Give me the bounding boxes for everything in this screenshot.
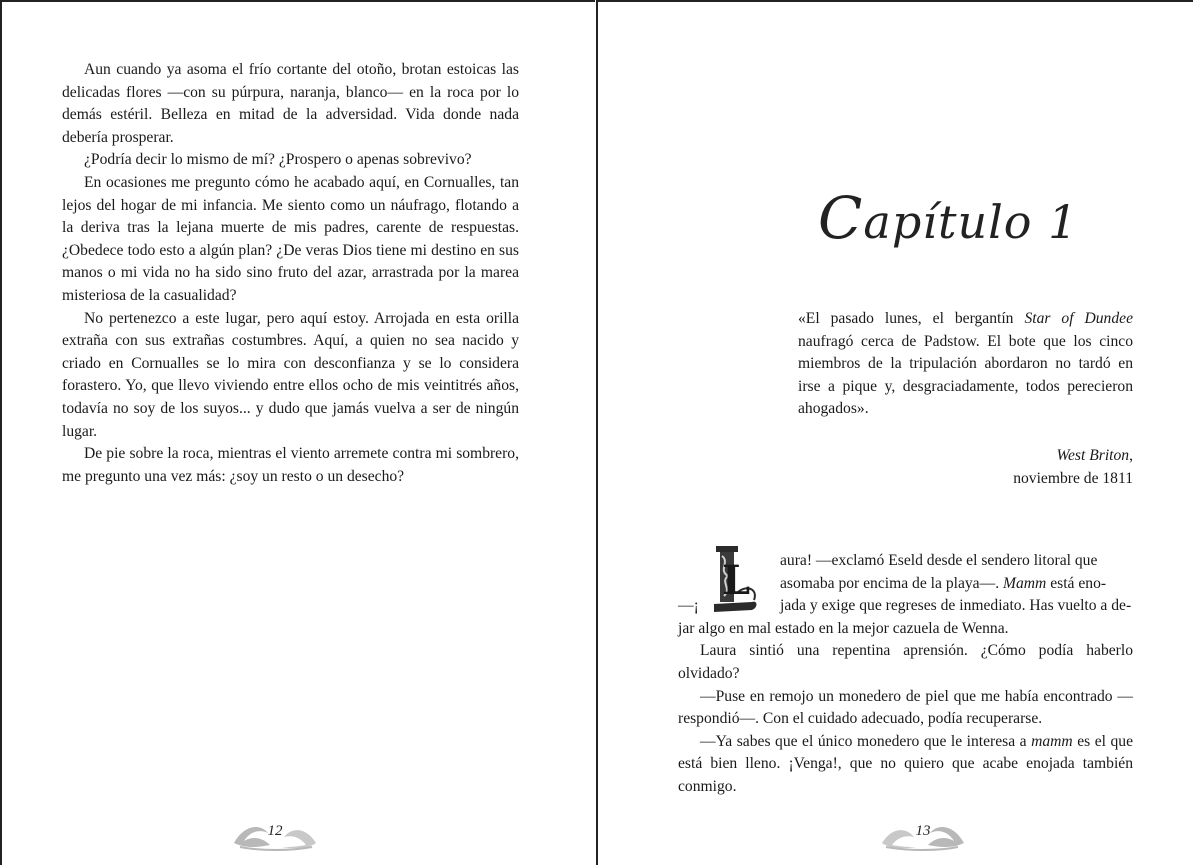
- paragraph: Aun cuando ya asoma el frío cortante del otoño, brotan estoicas las delicadas flores —con su púrpura, naranja, blanco— en la roca por lo demás estéril. Belleza en mitad de la adversidad. Vida donde nada debería prosperar.: [62, 61, 519, 146]
- paragraph: Laura sintió una repentina aprensión. ¿Cómo podía haberlo olvidado?: [678, 642, 1133, 682]
- page-number: 13: [915, 823, 931, 839]
- paragraph: ¿Podría decir lo mismo de mí? ¿Prospero o apenas sobrevivo?: [84, 151, 472, 169]
- chapter-line: —¡ jada y exige que regreses de inmediato. Has vuelto a de-: [678, 595, 1133, 618]
- epigraph-ship-name: Star of Dundee: [1024, 310, 1133, 327]
- epigraph-quote: [798, 308, 1133, 421]
- chapter-line: aura! —exclamó Eseld desde el sendero litoral que: [780, 552, 1098, 569]
- paragraph: —Ya sabes que el único monedero que le interesa a mamm es el que está bien lleno. ¡Venga!, que no quiero que acabe enojada también conmigo.: [678, 732, 1133, 795]
- chapter-body: [678, 550, 1133, 799]
- paragraph: —Puse en remojo un monedero de piel que me había encontrado —respondió—. Con el cuidado adecuado, podía recuperarse.: [678, 687, 1133, 728]
- epigraph-source: [798, 445, 1133, 490]
- epigraph-text: «El pasado lunes, el bergantín: [798, 310, 1025, 327]
- epigraph-source-date: noviembre de 1811: [1013, 469, 1133, 487]
- chapter-line: jar algo en mal estado en la mejor cazuela de Wenna.: [678, 619, 1009, 637]
- page-number-ornament-right: [878, 817, 968, 853]
- right-page: [596, 0, 1193, 865]
- page-number-ornament-left: [230, 817, 320, 853]
- svg-text:L: L: [722, 557, 751, 604]
- paragraph: De pie sobre la roca, mientras el viento arremete contra mi sombrero, me pregunto una vez más: ¿soy un resto o un desecho?: [62, 445, 519, 485]
- paragraph: No pertenezco a este lugar, pero aquí estoy. Arrojada en esta orilla extraña con sus extrañas costumbres. Aquí, a quien no sea nacido y criado en Cornualles se lo mira con desconfianza y se lo considera forastero. Yo, que llevo viviendo entre ellos ocho de mis veintitrés años, todavía no soy de los suyos... y dudo que jamás vuelva a ser de ningún lugar.: [62, 309, 519, 440]
- dialogue-opening: —¡: [678, 597, 699, 615]
- epigraph-source-title: West Briton: [1056, 446, 1130, 464]
- epigraph-source-sep: ,: [1129, 446, 1133, 464]
- chapter-line: asomaba por encima de la playa—. Mamm está eno-: [780, 574, 1107, 592]
- epigraph-text-end: naufragó cerca de Padstow. El bote que los cinco miembros de la tripulación abordaron no tardó en irse a pique y, desgraciadamente, todos perecieron ahogados».: [798, 332, 1133, 418]
- paragraph: En ocasiones me pregunto cómo he acabado aquí, en Cornualles, tan lejos del hogar de mi infancia. Me siento como un náufrago, flotando a la deriva tras la lejana muerte de mis padres, carente de respuestas. ¿Obedece todo esto a algún plan? ¿De veras Dios tiene mi destino en sus manos o mi vida no ha sido sino fruto del azar, arrastrada por la marea misteriosa de la casualidad?: [62, 173, 519, 304]
- chapter-title-initial: C: [818, 184, 864, 252]
- chapter-title-text: apítulo 1: [863, 195, 1079, 249]
- left-page-body: [62, 59, 519, 488]
- epigraph: [798, 308, 1133, 490]
- chapter-title: [818, 184, 1078, 252]
- page-number: 12: [267, 823, 283, 839]
- left-page: [0, 0, 595, 865]
